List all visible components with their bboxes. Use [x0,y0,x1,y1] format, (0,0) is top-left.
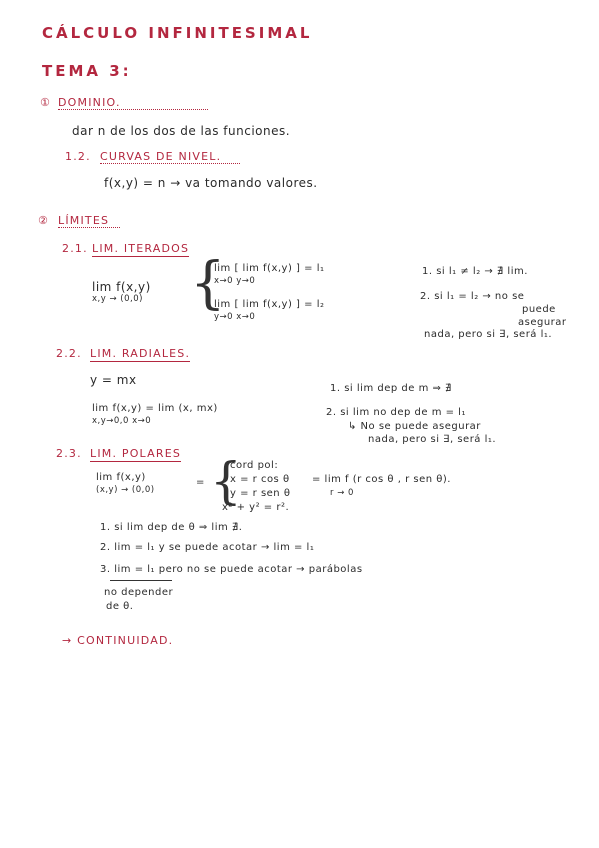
radial-note-1: 1. si lim dep de m ⇒ ∄ [330,383,452,394]
section-2-3-heading: LIM. POLARES [90,447,182,460]
radial-note-3: ↳ No se puede asegurar [348,421,481,432]
polar-rhs: = lim f (r cos θ , r sen θ). [312,474,451,485]
iterated-limit-lhs: lim f(x,y) [92,280,151,294]
iterated-line-1: lim [ lim f(x,y) ] = l₁ [214,263,325,274]
polar-point-2: 2. lim = l₁ y se puede acotar → lim = l₁ [100,542,315,553]
polar-brace-4: x² + y² = r². [222,502,290,513]
iterated-note-2c: asegurar [518,317,567,328]
radial-eq-2: lim f(x,y) = lim (x, mx) [92,403,218,414]
iterated-line-2: lim [ lim f(x,y) ] = l₂ [214,299,325,310]
section-2-2-number: 2.2. [56,347,82,360]
section-1-text: dar n de los dos de las funciones. [72,124,291,138]
iterated-limit-lhs-sub: x,y → (0,0) [92,294,143,304]
iterated-note-2a: 2. si l₁ = l₂ → no se [420,291,525,302]
page-title: CÁLCULO INFINITESIMAL [42,24,313,42]
iterated-note-2d: nada, pero si ∃, será l₁. [424,329,553,340]
radial-eq-2-sub: x,y→0,0 x→0 [92,416,152,426]
polar-brace-3: y = r sen θ [230,488,291,499]
section-2-number: ② [38,214,50,227]
iterated-note-1: 1. si l₁ ≠ l₂ → ∄ lim. [422,266,528,277]
polar-lhs-sub: (x,y) → (0,0) [96,485,155,495]
polar-brace-1: cord pol: [230,460,279,471]
section-2-2-heading: LIM. RADIALES. [90,347,191,360]
underline-mark [110,580,172,581]
iterated-line-1-sub: x→0 y→0 [214,276,256,286]
polar-lhs: lim f(x,y) [96,472,146,483]
section-1-2-heading: CURVAS DE NIVEL. [100,150,240,164]
section-2-3-number: 2.3. [56,447,82,460]
section-1-heading: DOMINIO. [58,96,208,110]
section-1-number: ① [40,96,52,109]
section-2-1-number: 2.1. [62,242,88,255]
radial-note-4: nada, pero si ∃, será l₁. [368,434,497,445]
section-2-heading: LÍMITES [58,214,120,228]
continuity-heading: → CONTINUIDAD. [62,634,174,647]
section-1-2-text: f(x,y) = n → va tomando valores. [104,176,318,190]
iterated-line-2-sub: y→0 x→0 [214,312,256,322]
polar-point-3: 3. lim = l₁ pero no se puede acotar → parábolas [100,564,363,575]
polar-rhs-sub: r → 0 [330,488,354,498]
polar-brace: { [210,452,242,510]
polar-point-5: de θ. [106,601,134,612]
left-brace: { [190,251,226,316]
topic-title: TEMA 3: [42,62,132,80]
radial-eq-1: y = mx [90,373,137,387]
radial-note-2: 2. si lim no dep de m = l₁ [326,407,466,418]
polar-point-1: 1. si lim dep de θ ⇒ lim ∄. [100,522,243,533]
section-1-2-number: 1.2. [65,150,91,163]
polar-brace-2: x = r cos θ [230,474,290,485]
polar-point-4: no depender [104,587,174,598]
iterated-note-2b: puede [522,304,556,315]
polar-eq-sign: = [196,477,205,488]
section-2-1-heading: LIM. ITERADOS [92,242,190,255]
